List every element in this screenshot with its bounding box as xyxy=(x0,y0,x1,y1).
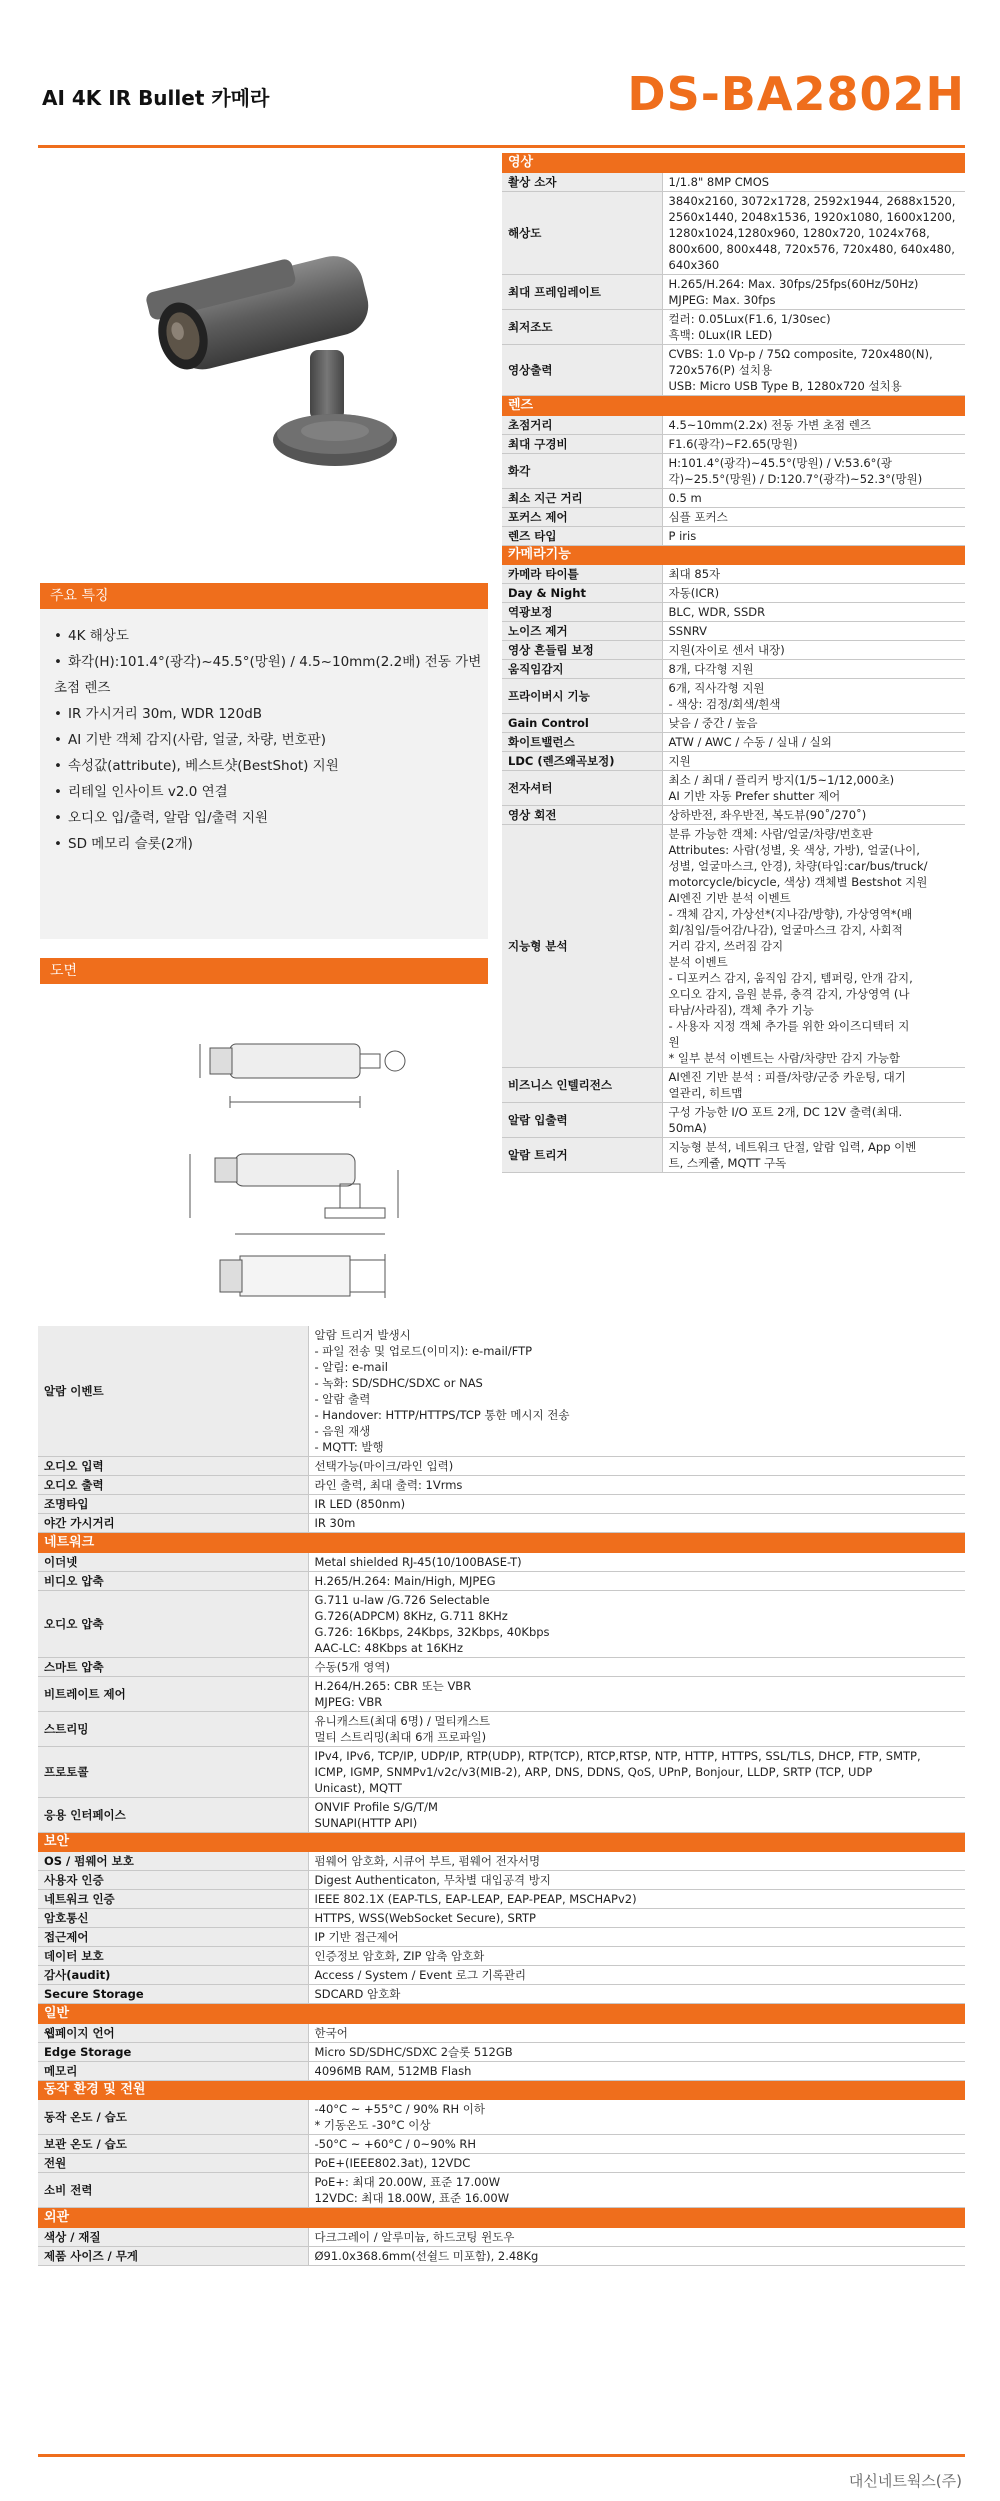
spec-value: H.264/H.265: CBR 또는 VBR MJPEG: VBR xyxy=(308,1676,965,1711)
bullet-icon: • xyxy=(54,732,62,748)
spec-value: 상하반전, 좌우반전, 복도뷰(90˚/270˚) xyxy=(662,806,965,825)
spec-label: 보관 온도 / 습도 xyxy=(38,2135,308,2154)
feature-item xyxy=(40,623,488,649)
feature-text: 화각(H):101.4°(광각)~45.5°(망원) / 4.5~10mm(2.2배) 전동 가변 초점 렌즈 xyxy=(54,654,482,696)
spec-value: IP 기반 접근제어 xyxy=(308,1928,965,1947)
spec-row xyxy=(38,1514,965,1533)
spec-label: 소비 전력 xyxy=(38,2173,308,2208)
spec-row xyxy=(502,603,965,622)
spec-row xyxy=(38,1553,965,1572)
spec-value: 구성 가능한 I/O 포트 2개, DC 12V 출력(최대. 50mA) xyxy=(662,1103,965,1138)
dimension-drawing xyxy=(40,984,488,1316)
spec-label: Secure Storage xyxy=(38,1985,308,2004)
spec-label: 조명타입 xyxy=(38,1495,308,1514)
spec-row xyxy=(502,771,965,806)
features-panel xyxy=(40,583,488,939)
spec-label: 촬상 소자 xyxy=(502,173,662,192)
spec-row xyxy=(38,2042,965,2061)
bullet-icon: • xyxy=(54,628,62,644)
spec-row xyxy=(502,507,965,526)
spec-row xyxy=(38,1746,965,1797)
section-title: 네트워크 xyxy=(38,1533,965,1553)
spec-value: PoE+(IEEE802.3at), 12VDC xyxy=(308,2154,965,2173)
spec-value: H.265/H.264: Main/High, MJPEG xyxy=(308,1571,965,1590)
spec-value: 알람 트리거 발생시 - 파일 전송 및 업로드(이미지): e-mail/FTP - 알림: e-mail - 녹화: SD/SDHC/SDXC or NAS - 알람 출력 - Handover: HTTP/HTTPS/TCP 통한 메시지 전송 - 음원 재생 - MQTT: 발행 xyxy=(308,1326,965,1457)
spec-value: 선택가능(마이크/라인 입력) xyxy=(308,1457,965,1476)
spec-row xyxy=(502,345,965,396)
spec-table-right xyxy=(502,153,965,1173)
feature-item xyxy=(40,649,488,701)
feature-item xyxy=(40,779,488,805)
spec-row xyxy=(502,434,965,453)
spec-label: 사용자 인증 xyxy=(38,1871,308,1890)
spec-row xyxy=(38,2154,965,2173)
section-header xyxy=(502,396,965,416)
bullet-icon: • xyxy=(54,758,62,774)
spec-row xyxy=(38,1928,965,1947)
camera-product-image xyxy=(130,200,430,500)
spec-row xyxy=(38,2228,965,2247)
spec-value: 4.5~10mm(2.2x) 전동 가변 초점 렌즈 xyxy=(662,416,965,435)
spec-label: 카메라 타이틀 xyxy=(502,565,662,584)
spec-value: 낮음 / 중간 / 높음 xyxy=(662,714,965,733)
spec-label: 비디오 압축 xyxy=(38,1571,308,1590)
spec-row xyxy=(502,1138,965,1173)
section-header xyxy=(38,1832,965,1852)
section-header xyxy=(38,2208,965,2228)
spec-label: 최저조도 xyxy=(502,310,662,345)
spec-value: 6개, 직사각형 지원 - 색상: 검정/회색/흰색 xyxy=(662,679,965,714)
spec-label: 알람 이벤트 xyxy=(38,1326,308,1457)
spec-label: 비트레이트 제어 xyxy=(38,1676,308,1711)
spec-label: 렌즈 타입 xyxy=(502,526,662,545)
section-header xyxy=(502,545,965,565)
spec-value: 3840x2160, 3072x1728, 2592x1944, 2688x1520, 2560x1440, 2048x1536, 1920x1080, 1600x1200, 1280x1024,1280x960, 1280x720, 1024x768, 800x600, 800x448, 720x576, 720x480, 640x480, 640x360 xyxy=(662,192,965,275)
feature-text: AI 기반 객체 감지(사람, 얼굴, 차량, 번호판) xyxy=(68,732,326,748)
spec-row xyxy=(38,1966,965,1985)
spec-row xyxy=(38,2173,965,2208)
spec-row xyxy=(38,2024,965,2043)
spec-value: 0.5 m xyxy=(662,488,965,507)
drawing-title: 도면 xyxy=(40,958,488,984)
spec-label: 지능형 분석 xyxy=(502,825,662,1068)
spec-label: 스트리밍 xyxy=(38,1711,308,1746)
drawing-panel xyxy=(40,958,488,1320)
spec-table-bottom xyxy=(38,1326,965,2266)
bullet-icon: • xyxy=(54,810,62,826)
spec-value: Ø91.0x368.6mm(선쉴드 미포함), 2.48Kg xyxy=(308,2246,965,2265)
spec-value: 1/1.8" 8MP CMOS xyxy=(662,173,965,192)
spec-row xyxy=(38,1326,965,1457)
spec-value: 라인 출력, 최대 출력: 1Vrms xyxy=(308,1476,965,1495)
page-header xyxy=(38,62,965,142)
section-header xyxy=(38,1533,965,1553)
spec-label: 감사(audit) xyxy=(38,1966,308,1985)
spec-value: 한국어 xyxy=(308,2024,965,2043)
spec-value: IPv4, IPv6, TCP/IP, UDP/IP, RTP(UDP), RTP(TCP), RTCP,RTSP, NTP, HTTP, HTTPS, SSL/TLS, DHCP, FTP, SMTP, ICMP, IGMP, SNMPv1/v2c/v3(MIB-2), ARP, DNS, DDNS, QoS, UPnP, Bonjour, LLDP, SRTP (TCP, UDP Unicast), MQTT xyxy=(308,1746,965,1797)
spec-row xyxy=(502,173,965,192)
spec-value: Micro SD/SDHC/SDXC 2슬롯 512GB xyxy=(308,2042,965,2061)
spec-row xyxy=(502,622,965,641)
spec-row xyxy=(38,1985,965,2004)
bullet-icon: • xyxy=(54,654,62,670)
spec-label: 영상출력 xyxy=(502,345,662,396)
spec-value: IR 30m xyxy=(308,1514,965,1533)
spec-row xyxy=(38,1909,965,1928)
spec-label: 최소 지근 거리 xyxy=(502,488,662,507)
spec-value: 자동(ICR) xyxy=(662,584,965,603)
spec-row xyxy=(38,1676,965,1711)
spec-label: 노이즈 제거 xyxy=(502,622,662,641)
spec-row xyxy=(502,584,965,603)
spec-label: 알람 입출력 xyxy=(502,1103,662,1138)
spec-label: 색상 / 재질 xyxy=(38,2228,308,2247)
spec-row xyxy=(38,1871,965,1890)
spec-row xyxy=(38,1711,965,1746)
spec-label: 움직임감지 xyxy=(502,660,662,679)
feature-item xyxy=(40,701,488,727)
spec-row xyxy=(502,825,965,1068)
spec-value: -40°C ~ +55°C / 90% RH 이하 * 기동온도 -30°C 이상 xyxy=(308,2100,965,2135)
spec-label: LDC (렌즈왜곡보정) xyxy=(502,752,662,771)
spec-row xyxy=(502,192,965,275)
section-title: 외관 xyxy=(38,2208,965,2228)
spec-value: PoE+: 최대 20.00W, 표준 17.00W 12VDC: 최대 18.00W, 표준 16.00W xyxy=(308,2173,965,2208)
features-title: 주요 특징 xyxy=(40,583,488,609)
spec-value: 8개, 다각형 지원 xyxy=(662,660,965,679)
spec-row xyxy=(502,806,965,825)
feature-text: 오디오 입/출력, 알람 입/출력 지원 xyxy=(68,810,269,826)
spec-row xyxy=(502,1068,965,1103)
spec-value: Metal shielded RJ-45(10/100BASE-T) xyxy=(308,1553,965,1572)
spec-label: 야간 가시거리 xyxy=(38,1514,308,1533)
spec-value: 수동(5개 영역) xyxy=(308,1657,965,1676)
footer-divider xyxy=(38,2454,965,2457)
page-title: AI 4K IR Bullet 카메라 xyxy=(42,86,270,110)
spec-row xyxy=(38,2246,965,2265)
spec-label: 최대 구경비 xyxy=(502,434,662,453)
spec-row xyxy=(502,416,965,435)
spec-label: 비즈니스 인텔리전스 xyxy=(502,1068,662,1103)
spec-value: 최대 85자 xyxy=(662,565,965,584)
spec-row xyxy=(502,714,965,733)
bullet-icon: • xyxy=(54,836,62,852)
spec-label: Gain Control xyxy=(502,714,662,733)
spec-row xyxy=(38,1571,965,1590)
spec-value: SSNRV xyxy=(662,622,965,641)
spec-label: 영상 회전 xyxy=(502,806,662,825)
spec-label: 해상도 xyxy=(502,192,662,275)
spec-label: 영상 흔들림 보정 xyxy=(502,641,662,660)
spec-row xyxy=(502,275,965,310)
feature-text: SD 메모리 슬롯(2개) xyxy=(68,836,193,852)
spec-row xyxy=(502,660,965,679)
section-title: 카메라기능 xyxy=(502,545,965,565)
spec-row xyxy=(38,1797,965,1832)
spec-label: 초점거리 xyxy=(502,416,662,435)
spec-value: 최소 / 최대 / 플리커 방지(1/5~1/12,000초) AI 기반 자동 Prefer shutter 제어 xyxy=(662,771,965,806)
section-title: 보안 xyxy=(38,1832,965,1852)
feature-item xyxy=(40,805,488,831)
bullet-icon: • xyxy=(54,706,62,722)
bullet-icon: • xyxy=(54,784,62,800)
spec-row xyxy=(502,310,965,345)
spec-row xyxy=(502,752,965,771)
spec-value: 4096MB RAM, 512MB Flash xyxy=(308,2061,965,2080)
feature-item xyxy=(40,753,488,779)
spec-value: F1.6(광각)~F2.65(망원) xyxy=(662,434,965,453)
spec-row xyxy=(502,641,965,660)
spec-label: 알람 트리거 xyxy=(502,1138,662,1173)
spec-label: 메모리 xyxy=(38,2061,308,2080)
company-name: 대신네트웍스(주) xyxy=(848,2472,962,2490)
spec-row xyxy=(502,453,965,488)
spec-value: ATW / AWC / 수동 / 실내 / 실외 xyxy=(662,733,965,752)
spec-label: 전원 xyxy=(38,2154,308,2173)
feature-text: 4K 해상도 xyxy=(68,628,129,644)
spec-value: 인증정보 암호화, ZIP 압축 암호화 xyxy=(308,1947,965,1966)
spec-value: H:101.4°(광각)~45.5°(망원) / V:53.6°(광 각)~25.5°(망원) / D:120.7°(광각)~52.3°(망원) xyxy=(662,453,965,488)
feature-item xyxy=(40,831,488,857)
spec-value: SDCARD 암호화 xyxy=(308,1985,965,2004)
section-title: 영상 xyxy=(502,153,965,173)
spec-label: 역광보정 xyxy=(502,603,662,622)
spec-label: 응용 인터페이스 xyxy=(38,1797,308,1832)
spec-row xyxy=(502,526,965,545)
spec-label: 오디오 출력 xyxy=(38,1476,308,1495)
spec-label: 데이터 보호 xyxy=(38,1947,308,1966)
spec-value: 심플 포커스 xyxy=(662,507,965,526)
spec-row xyxy=(38,1457,965,1476)
spec-value: Access / System / Event 로그 기록관리 xyxy=(308,1966,965,1985)
spec-label: Edge Storage xyxy=(38,2042,308,2061)
spec-value: AI엔진 기반 분석 : 피플/차량/군중 카운팅, 대기 열관리, 히트맵 xyxy=(662,1068,965,1103)
spec-value: P iris xyxy=(662,526,965,545)
feature-text: 속성값(attribute), 베스트샷(BestShot) 지원 xyxy=(68,758,339,774)
section-title: 일반 xyxy=(38,2004,965,2024)
spec-label: OS / 펌웨어 보호 xyxy=(38,1852,308,1871)
spec-label: 전자셔터 xyxy=(502,771,662,806)
spec-label: 프라이버시 기능 xyxy=(502,679,662,714)
spec-value: 컬러: 0.05Lux(F1.6, 1/30sec) 흑백: 0Lux(IR LED) xyxy=(662,310,965,345)
section-title: 동작 환경 및 전원 xyxy=(38,2080,965,2100)
spec-label: 제품 사이즈 / 무게 xyxy=(38,2246,308,2265)
spec-label: 동작 온도 / 습도 xyxy=(38,2100,308,2135)
spec-label: 최대 프레임레이트 xyxy=(502,275,662,310)
spec-row xyxy=(502,1103,965,1138)
spec-value: 지능형 분석, 네트워크 단절, 알람 입력, App 이벤 트, 스케쥴, MQTT 구독 xyxy=(662,1138,965,1173)
header-divider xyxy=(38,145,965,148)
spec-value: 분류 가능한 객체: 사람/얼굴/차량/번호판 Attributes: 사람(성별, 옷 색상, 가방), 얼굴(나이, 성별, 얼굴마스크, 안경), 차량(타입:car/bus/truck/ motorcycle/bicycle, 색상) 객체별 Bestshot 지원 AI엔진 기반 분석 이벤트 - 객체 감지, 가상선*(지나감/방향), 가상영역*(배 회/침입/들어감/나감), 얼굴마스크 감지, 사회적 거리 감지, 쓰러짐 감지 분석 이벤트 - 디포커스 감지, 움직임 감지, 템퍼링, 안개 감지, 오디오 감지, 음원 분류, 충격 감지, 가상영역 (나 타남/사라짐), 객체 추가 기능 - 사용자 지정 객체 추가를 위한 와이즈디텍터 지 원 * 일부 분석 이벤트는 사람/차량만 감지 가능함 xyxy=(662,825,965,1068)
spec-value: IEEE 802.1X (EAP-TLS, EAP-LEAP, EAP-PEAP, MSCHAPv2) xyxy=(308,1890,965,1909)
spec-label: 포커스 제어 xyxy=(502,507,662,526)
spec-row xyxy=(502,733,965,752)
spec-label: 웹페이지 언어 xyxy=(38,2024,308,2043)
spec-value: 지원(자이로 센서 내장) xyxy=(662,641,965,660)
feature-item xyxy=(40,727,488,753)
spec-value: H.265/H.264: Max. 30fps/25fps(60Hz/50Hz) MJPEG: Max. 30fps xyxy=(662,275,965,310)
section-title: 렌즈 xyxy=(502,396,965,416)
spec-row xyxy=(38,1852,965,1871)
spec-label: 스마트 압축 xyxy=(38,1657,308,1676)
feature-text: 리테일 인사이트 v2.0 연결 xyxy=(68,784,228,800)
spec-row xyxy=(38,2135,965,2154)
feature-text: IR 가시거리 30m, WDR 120dB xyxy=(68,706,263,722)
spec-label: 접근제어 xyxy=(38,1928,308,1947)
spec-row xyxy=(502,565,965,584)
spec-value: ONVIF Profile S/G/T/M SUNAPI(HTTP API) xyxy=(308,1797,965,1832)
spec-label: 이더넷 xyxy=(38,1553,308,1572)
section-header xyxy=(502,153,965,173)
spec-value: 펌웨어 암호화, 시큐어 부트, 펌웨어 전자서명 xyxy=(308,1852,965,1871)
spec-row xyxy=(38,1495,965,1514)
section-header xyxy=(38,2004,965,2024)
spec-value: 지원 xyxy=(662,752,965,771)
spec-value: BLC, WDR, SSDR xyxy=(662,603,965,622)
spec-row xyxy=(38,2100,965,2135)
spec-label: 화각 xyxy=(502,453,662,488)
spec-row xyxy=(502,679,965,714)
spec-value: -50°C ~ +60°C / 0~90% RH xyxy=(308,2135,965,2154)
spec-label: 암호통신 xyxy=(38,1909,308,1928)
spec-row xyxy=(38,1476,965,1495)
spec-label: 오디오 압축 xyxy=(38,1590,308,1657)
spec-label: 프로토콜 xyxy=(38,1746,308,1797)
model-number: DS-BA2802H xyxy=(627,67,965,121)
spec-value: HTTPS, WSS(WebSocket Secure), SRTP xyxy=(308,1909,965,1928)
spec-value: 유니캐스트(최대 6명) / 멀티캐스트 멀티 스트리밍(최대 6개 프로파일) xyxy=(308,1711,965,1746)
spec-label: 화이트밸런스 xyxy=(502,733,662,752)
section-header xyxy=(38,2080,965,2100)
spec-value: G.711 u-law /G.726 Selectable G.726(ADPCM) 8KHz, G.711 8KHz G.726: 16Kbps, 24Kbps, 32Kbps, 40Kbps AAC-LC: 48Kbps at 16KHz xyxy=(308,1590,965,1657)
spec-row xyxy=(502,488,965,507)
spec-value: IR LED (850nm) xyxy=(308,1495,965,1514)
spec-row xyxy=(38,1657,965,1676)
spec-row xyxy=(38,1590,965,1657)
features-list xyxy=(40,623,488,857)
spec-row xyxy=(38,1890,965,1909)
spec-label: 네트워크 인증 xyxy=(38,1890,308,1909)
spec-row xyxy=(38,1947,965,1966)
spec-value: 다크그레이 / 알루미늄, 하드코팅 윈도우 xyxy=(308,2228,965,2247)
spec-row xyxy=(38,2061,965,2080)
spec-label: 오디오 입력 xyxy=(38,1457,308,1476)
spec-value: Digest Authenticaton, 무차별 대입공격 방지 xyxy=(308,1871,965,1890)
spec-value: CVBS: 1.0 Vp-p / 75Ω composite, 720x480(N), 720x576(P) 설치용 USB: Micro USB Type B, 1280x720 설치용 xyxy=(662,345,965,396)
spec-label: Day & Night xyxy=(502,584,662,603)
